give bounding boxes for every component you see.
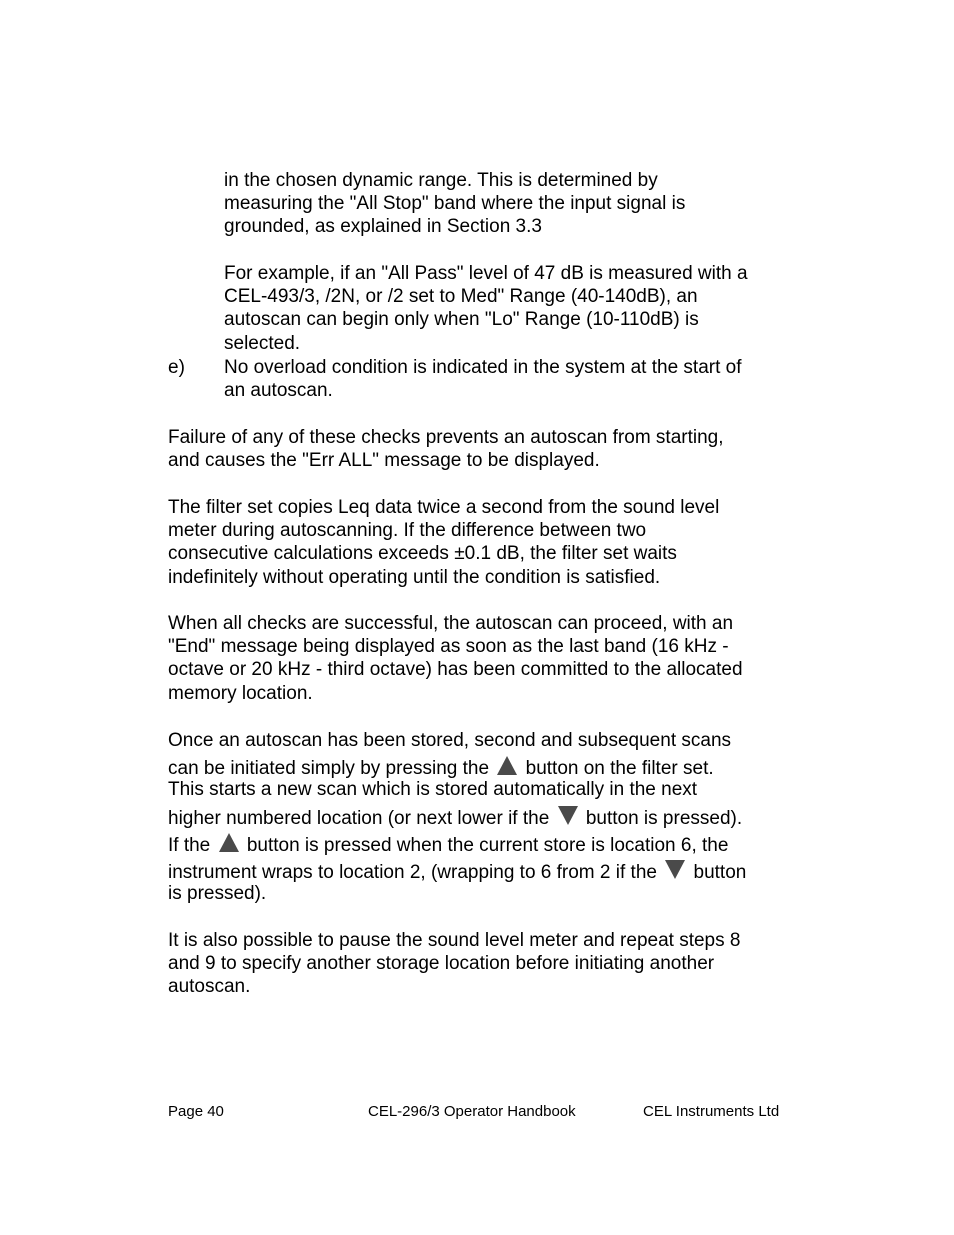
text-line: Once an autoscan has been stored, second and subsequent scans [168,730,732,751]
list-item-label-e: e) [168,357,185,378]
up-triangle-icon [496,755,518,776]
list-item-e-text: No overload condition is indicated in the system at the start of an autoscan. [224,357,742,402]
footer-document-title: CEL-296/3 Operator Handbook [368,1103,576,1120]
up-triangle-icon [218,832,240,853]
paragraph-failure: Failure of any of these checks prevents an autoscan from starting, and causes the "Err ALL" message to be displayed. [168,427,724,472]
text-line: instrument wraps to location 2, (wrapping to 6 from 2 if the button [168,859,746,884]
paragraph-filter-set: The filter set copies Leq data twice a second from the sound level meter during autoscanning. If the difference between two consecutive calculations exceeds ±0.1 dB, the filter set waits indefinitely without operating until the condition is satisfied. [168,497,720,588]
text-line: is pressed). [168,883,267,904]
down-triangle-icon [664,859,686,880]
footer-page-number: Page 40 [168,1103,224,1120]
paragraph-pause: It is also possible to pause the sound level meter and repeat steps 8 and 9 to specify another storage location before initiating another autoscan. [168,930,741,998]
text-line: If the button is pressed when the current store is location 6, the [168,832,728,857]
indent-paragraph-dynamic-range: in the chosen dynamic range. This is determined by measuring the "All Stop" band where the input signal is grounded, as explained in Section 3.3 [224,170,686,238]
indent-paragraph-example: For example, if an "All Pass" level of 47 dB is measured with a CEL-493/3, /2N, or /2 set to Med" Range (40-140dB), an autoscan can begin only when "Lo" Range (10-110dB) is selected. [224,263,748,354]
text-line: higher numbered location (or next lower if the button is pressed). [168,805,742,830]
footer-company: CEL Instruments Ltd [643,1103,780,1120]
text-line: can be initiated simply by pressing the button on the filter set. [168,755,714,780]
down-triangle-icon [557,805,579,826]
paragraph-checks-successful: When all checks are successful, the autoscan can proceed, with an "End" message being displayed as soon as the last band (16 kHz - octave or 20 kHz - third octave) has been committed to the allocated memory location. [168,613,743,704]
text-line: This starts a new scan which is stored automatically in the next [168,779,698,800]
